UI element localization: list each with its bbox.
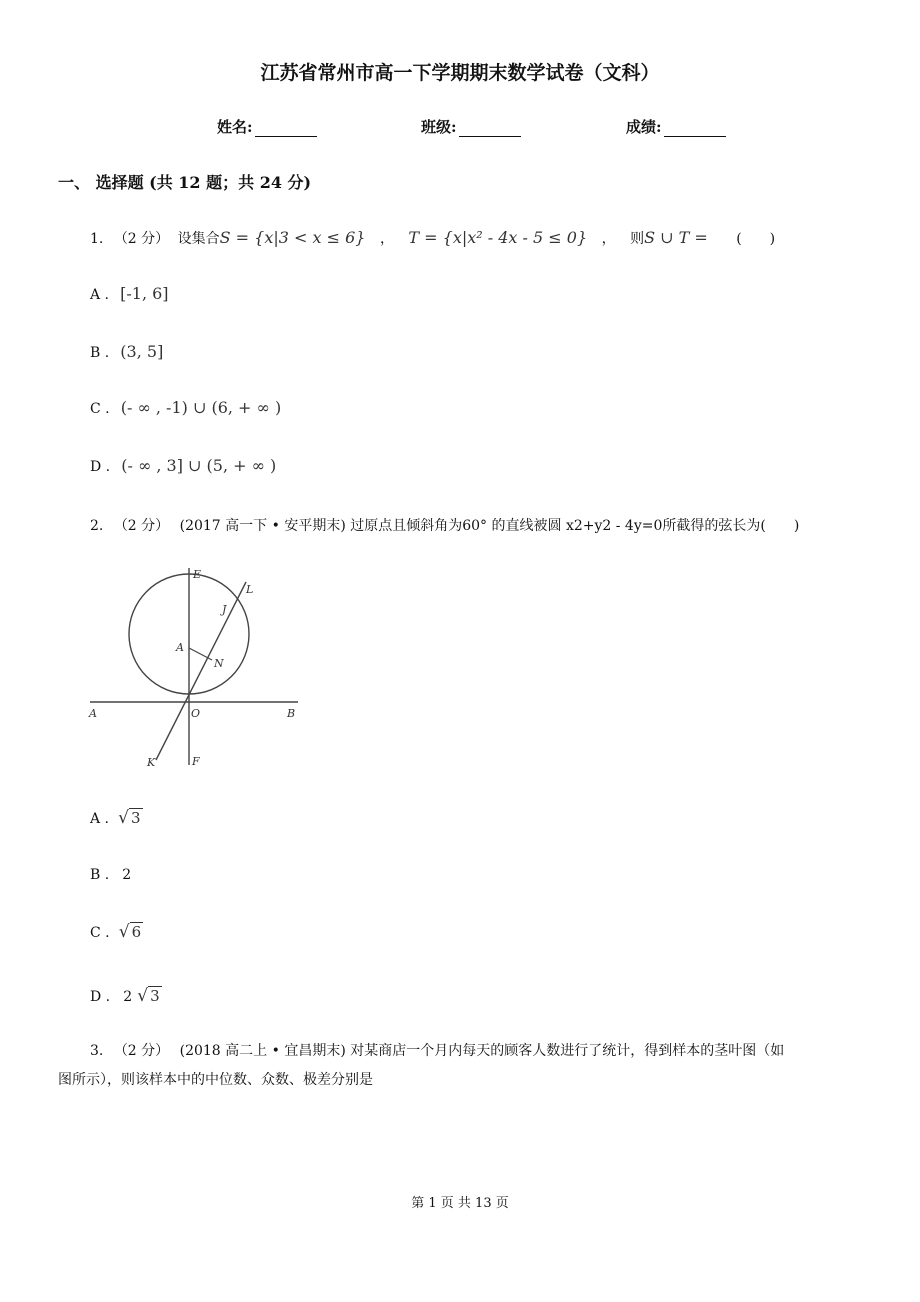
name-label: 姓名: bbox=[217, 118, 253, 136]
q1-text2: 则 bbox=[630, 231, 645, 247]
score-field bbox=[626, 116, 726, 137]
q1-set-s: S = {x|3 < x ≤ 6} bbox=[219, 228, 366, 247]
label-b: B bbox=[287, 707, 296, 720]
option-label: B . bbox=[90, 867, 110, 883]
q2-geometry-figure bbox=[80, 560, 310, 775]
label-a-top: A bbox=[176, 641, 184, 654]
option-value: 2 bbox=[122, 867, 132, 883]
q1-expr: S ∪ T = bbox=[644, 228, 708, 247]
q1-set-t: T = {x|x² - 4x - 5 ≤ 0} bbox=[408, 228, 588, 247]
class-blank bbox=[459, 121, 521, 137]
option-label: A . bbox=[90, 287, 110, 303]
q1-score: （2 分） bbox=[113, 231, 170, 247]
q1-sep1: ， bbox=[379, 231, 394, 247]
q2-score: （2 分） bbox=[113, 518, 170, 534]
q1-sep2: ， bbox=[601, 231, 616, 247]
option-label: D . bbox=[90, 989, 111, 1005]
q2-number: 2. bbox=[90, 518, 104, 534]
option-value: [-1, 6] bbox=[120, 284, 169, 303]
sqrt-expression: √ 3 bbox=[118, 808, 141, 828]
sqrt-prefix: 2 bbox=[123, 989, 133, 1005]
label-f: F bbox=[192, 755, 200, 768]
q1-option-a bbox=[90, 284, 169, 303]
class-field bbox=[421, 116, 521, 137]
q1-option-c bbox=[90, 398, 281, 417]
score-label: 成绩: bbox=[626, 118, 662, 136]
label-j: J bbox=[222, 603, 227, 616]
label-o: O bbox=[191, 707, 201, 720]
question-1 bbox=[90, 228, 775, 248]
sqrt-expression: √ 6 bbox=[118, 922, 142, 942]
score-blank bbox=[664, 121, 726, 137]
name-field bbox=[217, 116, 317, 137]
option-label: C . bbox=[90, 925, 110, 941]
q2-option-b bbox=[90, 864, 131, 883]
label-n: N bbox=[214, 657, 224, 670]
line-l bbox=[156, 582, 246, 760]
sqrt-radicand: 6 bbox=[131, 923, 142, 941]
option-label: B . bbox=[90, 345, 110, 361]
label-e: E bbox=[193, 568, 202, 581]
option-label: C . bbox=[90, 401, 110, 417]
sqrt-expression: √ 3 bbox=[137, 986, 160, 1006]
option-value: (- ∞ , -1) ∪ (6, + ∞ ) bbox=[120, 398, 282, 417]
q3-number: 3. bbox=[90, 1043, 104, 1059]
segment-an bbox=[189, 648, 212, 660]
q2-option-d bbox=[90, 986, 162, 1006]
q1-number: 1. bbox=[90, 231, 104, 247]
label-a-left: A bbox=[89, 707, 97, 720]
option-label: A . bbox=[90, 811, 110, 827]
question-2 bbox=[90, 515, 799, 535]
page-footer: 第 1 页 共 13 页 bbox=[411, 1196, 509, 1211]
label-l: L bbox=[246, 583, 254, 596]
q1-paren: ( ) bbox=[736, 231, 776, 247]
q3-text-line1: (2018 高二上 • 宜昌期末) 对某商店一个月内每天的顾客人数进行了统计，得到样本的茎叶图（如 bbox=[179, 1043, 785, 1059]
page-title: 江苏省常州市高一下学期期末数学试卷（文科） bbox=[260, 62, 660, 84]
class-label: 班级: bbox=[421, 118, 457, 136]
q2-option-c bbox=[90, 922, 143, 942]
sqrt-radicand: 3 bbox=[130, 809, 141, 827]
q2-option-a bbox=[90, 808, 143, 828]
q3-score: （2 分） bbox=[113, 1043, 170, 1059]
label-k: K bbox=[147, 756, 156, 769]
option-value: (3, 5] bbox=[120, 342, 164, 361]
name-blank bbox=[255, 121, 317, 137]
option-value: (- ∞ , 3] ∪ (5, + ∞ ) bbox=[121, 456, 277, 475]
q2-text: (2017 高一下 • 安平期末) 过原点且倾斜角为60° 的直线被圆 x2+y2 - 4y=0所截得的弦长为( ) bbox=[179, 518, 800, 534]
sqrt-radicand: 3 bbox=[150, 987, 160, 1005]
q1-option-b bbox=[90, 342, 163, 361]
q3-text-line2: 图所示），则该样本中的中位数、众数、极差分别是 bbox=[58, 1072, 373, 1088]
q1-text: 设集合 bbox=[177, 231, 220, 247]
question-3-line-1 bbox=[90, 1037, 784, 1066]
option-label: D . bbox=[90, 459, 111, 475]
q1-option-d bbox=[90, 456, 276, 475]
section-heading: 一、 选择题 (共 12 题；共 24 分) bbox=[58, 173, 312, 192]
